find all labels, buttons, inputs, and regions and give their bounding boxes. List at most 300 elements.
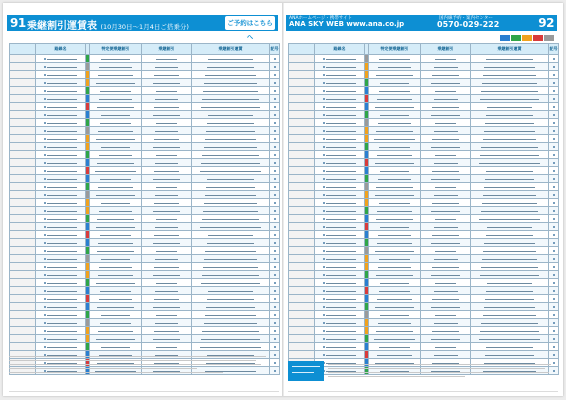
discount-fare-cell xyxy=(142,255,192,263)
region-cell xyxy=(10,319,36,327)
code-cell xyxy=(270,127,280,135)
region-cell xyxy=(289,159,315,167)
special-fare-cell xyxy=(369,255,421,263)
special-fare-cell xyxy=(90,135,142,143)
region-cell xyxy=(10,207,36,215)
code-cell xyxy=(549,71,559,79)
discount-fare-cell xyxy=(421,143,471,151)
code-cell xyxy=(549,327,559,335)
fare-cell xyxy=(192,215,270,223)
region-cell xyxy=(10,199,36,207)
table-row xyxy=(10,119,280,127)
discount-fare-cell xyxy=(421,231,471,239)
discount-fare-cell xyxy=(142,63,192,71)
fare-cell xyxy=(471,295,549,303)
code-cell xyxy=(270,111,280,119)
legend-swatch xyxy=(511,35,521,41)
route-cell xyxy=(315,183,365,191)
website-link[interactable]: ANA SKY WEB www.ana.co.jp xyxy=(289,20,405,28)
route-cell xyxy=(315,303,365,311)
special-fare-cell xyxy=(90,143,142,151)
table-row xyxy=(289,215,559,223)
region-cell xyxy=(289,287,315,295)
table-row xyxy=(289,159,559,167)
table-row xyxy=(10,327,280,335)
route-cell xyxy=(315,143,365,151)
fare-cell xyxy=(471,223,549,231)
discount-fare-cell xyxy=(142,335,192,343)
code-cell xyxy=(270,319,280,327)
region-cell xyxy=(10,95,36,103)
region-cell xyxy=(10,279,36,287)
fare-cell xyxy=(471,167,549,175)
region-cell xyxy=(289,119,315,127)
route-cell xyxy=(315,111,365,119)
route-cell xyxy=(36,199,86,207)
table-row xyxy=(10,215,280,223)
region-cell xyxy=(289,71,315,79)
discount-fare-cell xyxy=(421,199,471,207)
fare-cell xyxy=(192,63,270,71)
region-cell xyxy=(289,279,315,287)
special-fare-cell xyxy=(369,343,421,351)
code-cell xyxy=(549,103,559,111)
region-cell xyxy=(289,335,315,343)
route-cell xyxy=(315,71,365,79)
code-cell xyxy=(549,231,559,239)
discount-fare-cell xyxy=(421,119,471,127)
table-row xyxy=(10,199,280,207)
route-cell xyxy=(36,143,86,151)
code-cell xyxy=(549,199,559,207)
route-cell xyxy=(36,111,86,119)
reservation-info-button[interactable]: ご予約はこちらへ xyxy=(225,16,275,30)
table-row xyxy=(289,351,559,359)
legend-swatch xyxy=(533,35,543,41)
region-cell xyxy=(10,295,36,303)
discount-fare-cell xyxy=(421,87,471,95)
special-fare-cell xyxy=(90,231,142,239)
table-row xyxy=(289,263,559,271)
table-row xyxy=(289,255,559,263)
code-cell xyxy=(270,191,280,199)
discount-fare-cell xyxy=(421,159,471,167)
fare-cell xyxy=(471,327,549,335)
discount-fare-cell xyxy=(142,295,192,303)
fare-cell xyxy=(192,319,270,327)
region-cell xyxy=(289,143,315,151)
route-cell xyxy=(315,295,365,303)
route-cell xyxy=(36,167,86,175)
special-fare-cell xyxy=(90,191,142,199)
code-cell xyxy=(270,271,280,279)
code-cell xyxy=(549,79,559,87)
route-cell xyxy=(315,231,365,239)
route-cell xyxy=(315,127,365,135)
region-cell xyxy=(289,199,315,207)
region-cell xyxy=(10,271,36,279)
discount-fare-cell xyxy=(142,175,192,183)
route-cell xyxy=(315,55,365,63)
table-row xyxy=(289,343,559,351)
region-cell xyxy=(10,239,36,247)
homepage-label: ANAホームページ・携帯サイト xyxy=(289,16,353,21)
table-row xyxy=(10,103,280,111)
fare-cell xyxy=(192,303,270,311)
discount-fare-cell xyxy=(142,103,192,111)
route-cell xyxy=(315,63,365,71)
route-cell xyxy=(36,279,86,287)
discount-fare-cell xyxy=(421,239,471,247)
discount-fare-cell xyxy=(421,335,471,343)
fare-cell xyxy=(471,71,549,79)
route-cell xyxy=(36,343,86,351)
table-row xyxy=(10,255,280,263)
route-cell xyxy=(36,255,86,263)
discount-fare-cell xyxy=(421,55,471,63)
code-cell xyxy=(549,119,559,127)
fare-cell xyxy=(192,103,270,111)
special-fare-cell xyxy=(369,79,421,87)
table-row xyxy=(10,87,280,95)
code-cell xyxy=(549,215,559,223)
table-header-row xyxy=(10,44,280,55)
special-fare-cell xyxy=(369,175,421,183)
table-row xyxy=(10,295,280,303)
discount-fare-cell xyxy=(421,295,471,303)
right-page-footer-rule xyxy=(288,391,558,392)
route-cell xyxy=(36,159,86,167)
route-cell xyxy=(315,95,365,103)
legend-swatch xyxy=(500,35,510,41)
fare-cell xyxy=(471,247,549,255)
table-row xyxy=(289,191,559,199)
route-cell xyxy=(315,135,365,143)
fare-cell xyxy=(471,343,549,351)
special-fare-cell xyxy=(90,335,142,343)
brochure-spread xyxy=(3,3,563,396)
discount-fare-header: 乗継割引 xyxy=(421,44,471,55)
route-cell xyxy=(315,351,365,359)
fare-cell xyxy=(192,343,270,351)
special-fare-cell xyxy=(369,335,421,343)
special-fare-cell xyxy=(369,239,421,247)
region-cell xyxy=(289,311,315,319)
code-cell xyxy=(270,223,280,231)
fare-cell xyxy=(471,175,549,183)
special-fare-cell xyxy=(90,151,142,159)
code-cell xyxy=(549,279,559,287)
code-cell xyxy=(270,79,280,87)
fare-cell xyxy=(192,55,270,63)
route-cell xyxy=(36,191,86,199)
region-cell xyxy=(289,167,315,175)
table-row xyxy=(289,143,559,151)
table-row xyxy=(289,279,559,287)
code-cell xyxy=(270,295,280,303)
special-fare-cell xyxy=(90,295,142,303)
code-cell xyxy=(270,103,280,111)
fare-cell xyxy=(192,167,270,175)
special-fare-cell xyxy=(90,271,142,279)
special-fare-cell xyxy=(369,191,421,199)
table-row xyxy=(289,231,559,239)
code-cell xyxy=(549,207,559,215)
route-cell xyxy=(315,215,365,223)
fare-cell xyxy=(192,151,270,159)
table-row xyxy=(289,335,559,343)
discount-fare-cell xyxy=(142,183,192,191)
region-cell xyxy=(10,327,36,335)
special-fare-cell xyxy=(90,79,142,87)
right-page xyxy=(284,3,563,396)
special-fare-cell xyxy=(369,167,421,175)
discount-fare-cell xyxy=(421,247,471,255)
table-row xyxy=(289,71,559,79)
table-row xyxy=(10,319,280,327)
code-cell xyxy=(549,255,559,263)
code-cell xyxy=(549,135,559,143)
info-note-box xyxy=(288,361,324,381)
region-cell xyxy=(289,351,315,359)
route-cell xyxy=(315,191,365,199)
discount-fare-cell xyxy=(421,271,471,279)
page-title xyxy=(27,17,189,32)
discount-fare-cell xyxy=(421,351,471,359)
table-row xyxy=(10,279,280,287)
route-cell xyxy=(36,215,86,223)
route-header: 路線名 xyxy=(36,44,86,55)
left-header-band xyxy=(7,15,278,41)
region-cell xyxy=(10,255,36,263)
special-fare-cell xyxy=(369,279,421,287)
code-cell xyxy=(549,191,559,199)
table-row xyxy=(289,79,559,87)
route-cell xyxy=(36,71,86,79)
fare-cell xyxy=(471,63,549,71)
special-fare-cell xyxy=(90,215,142,223)
route-cell xyxy=(315,239,365,247)
code-cell xyxy=(549,319,559,327)
discount-fare-cell xyxy=(421,183,471,191)
special-fare-cell xyxy=(90,255,142,263)
route-cell xyxy=(315,167,365,175)
special-fare-cell xyxy=(369,183,421,191)
route-cell xyxy=(315,207,365,215)
discount-fare-cell xyxy=(421,255,471,263)
region-cell xyxy=(289,87,315,95)
fare-cell xyxy=(471,55,549,63)
table-row xyxy=(289,311,559,319)
route-cell xyxy=(36,287,86,295)
discount-fare-cell xyxy=(421,303,471,311)
special-fare-cell xyxy=(369,199,421,207)
route-cell xyxy=(36,63,86,71)
fare-cell xyxy=(192,135,270,143)
table-row xyxy=(10,127,280,135)
route-cell xyxy=(315,335,365,343)
route-cell xyxy=(36,151,86,159)
table-row xyxy=(10,343,280,351)
code-cell xyxy=(549,247,559,255)
route-cell xyxy=(36,79,86,87)
region-cell xyxy=(289,263,315,271)
discount-fare-cell xyxy=(421,151,471,159)
region-cell xyxy=(10,71,36,79)
discount-fare-cell xyxy=(142,287,192,295)
code-cell xyxy=(270,63,280,71)
fare-cell xyxy=(471,255,549,263)
fare-cell xyxy=(471,135,549,143)
code-cell xyxy=(270,183,280,191)
discount-fare-cell xyxy=(142,127,192,135)
code-cell xyxy=(549,111,559,119)
fare-header: 乗継割引運賃 xyxy=(471,44,549,55)
special-fare-cell xyxy=(90,183,142,191)
fare-cell xyxy=(471,111,549,119)
discount-fare-cell xyxy=(421,343,471,351)
table-row xyxy=(10,191,280,199)
special-fare-cell xyxy=(90,87,142,95)
discount-fare-cell xyxy=(142,55,192,63)
discount-fare-cell xyxy=(421,207,471,215)
fare-cell xyxy=(192,231,270,239)
region-cell xyxy=(289,303,315,311)
fare-header: 乗継割引運賃 xyxy=(192,44,270,55)
fare-cell xyxy=(192,279,270,287)
right-header-band xyxy=(286,15,557,31)
table-row xyxy=(289,287,559,295)
special-fare-cell xyxy=(90,111,142,119)
table-row xyxy=(289,135,559,143)
special-fare-cell xyxy=(369,215,421,223)
route-cell xyxy=(36,311,86,319)
fare-cell xyxy=(192,255,270,263)
special-fare-cell xyxy=(369,231,421,239)
page-title-text: 乗継割引運賃表 xyxy=(27,21,97,32)
special-fare-cell xyxy=(369,63,421,71)
special-fare-cell xyxy=(90,311,142,319)
region-cell xyxy=(10,55,36,63)
table-row xyxy=(289,327,559,335)
special-fare-cell xyxy=(90,55,142,63)
fare-cell xyxy=(471,119,549,127)
region-cell xyxy=(10,183,36,191)
fare-cell xyxy=(471,151,549,159)
fare-cell xyxy=(192,127,270,135)
table-row xyxy=(10,111,280,119)
region-cell xyxy=(10,191,36,199)
table-row xyxy=(289,271,559,279)
fare-cell xyxy=(471,103,549,111)
table-row xyxy=(289,55,559,63)
route-cell xyxy=(36,175,86,183)
fare-cell xyxy=(192,247,270,255)
code-cell xyxy=(549,295,559,303)
region-cell xyxy=(10,231,36,239)
route-cell xyxy=(315,311,365,319)
table-row xyxy=(289,207,559,215)
table-row xyxy=(10,263,280,271)
fare-cell xyxy=(192,263,270,271)
route-cell xyxy=(36,239,86,247)
special-fare-header: 特定便乗継割引 xyxy=(90,44,142,55)
special-fare-cell xyxy=(369,351,421,359)
region-cell xyxy=(10,343,36,351)
region-cell xyxy=(289,151,315,159)
discount-fare-cell xyxy=(421,215,471,223)
code-cell xyxy=(549,143,559,151)
route-cell xyxy=(315,103,365,111)
region-cell xyxy=(10,263,36,271)
route-cell xyxy=(36,319,86,327)
discount-fare-cell xyxy=(142,79,192,87)
region-cell xyxy=(10,159,36,167)
table-row xyxy=(289,151,559,159)
region-cell xyxy=(10,335,36,343)
discount-fare-cell xyxy=(421,191,471,199)
special-fare-cell xyxy=(369,119,421,127)
code-cell xyxy=(270,231,280,239)
region-cell xyxy=(289,255,315,263)
special-fare-cell xyxy=(369,95,421,103)
discount-fare-cell xyxy=(142,303,192,311)
code-cell xyxy=(270,207,280,215)
fare-cell xyxy=(471,207,549,215)
code-cell xyxy=(270,55,280,63)
fare-cell xyxy=(192,295,270,303)
fare-cell xyxy=(471,311,549,319)
discount-fare-cell xyxy=(421,103,471,111)
discount-fare-cell xyxy=(421,223,471,231)
code-cell xyxy=(549,87,559,95)
region-cell xyxy=(10,175,36,183)
region-cell xyxy=(10,247,36,255)
discount-fare-cell xyxy=(421,279,471,287)
special-fare-cell xyxy=(90,63,142,71)
region-cell xyxy=(289,327,315,335)
fare-cell xyxy=(471,87,549,95)
code-cell xyxy=(270,143,280,151)
discount-fare-cell xyxy=(142,151,192,159)
table-row xyxy=(289,295,559,303)
discount-fare-cell xyxy=(142,111,192,119)
code-cell xyxy=(549,63,559,71)
table-row xyxy=(289,87,559,95)
fare-cell xyxy=(192,183,270,191)
route-cell xyxy=(315,223,365,231)
region-cell xyxy=(289,319,315,327)
table-row xyxy=(289,167,559,175)
special-fare-cell xyxy=(90,247,142,255)
table-row xyxy=(289,239,559,247)
region-cell xyxy=(10,143,36,151)
route-cell xyxy=(36,295,86,303)
special-fare-cell xyxy=(369,311,421,319)
fare-cell xyxy=(471,263,549,271)
region-cell xyxy=(10,127,36,135)
route-cell xyxy=(36,95,86,103)
route-cell xyxy=(36,183,86,191)
special-fare-cell xyxy=(369,319,421,327)
route-cell xyxy=(36,247,86,255)
special-fare-cell xyxy=(90,303,142,311)
phone-number[interactable]: 0570-029-222 xyxy=(437,20,500,29)
region-cell xyxy=(289,103,315,111)
region-cell xyxy=(10,135,36,143)
special-fare-cell xyxy=(369,127,421,135)
discount-fare-cell xyxy=(421,287,471,295)
